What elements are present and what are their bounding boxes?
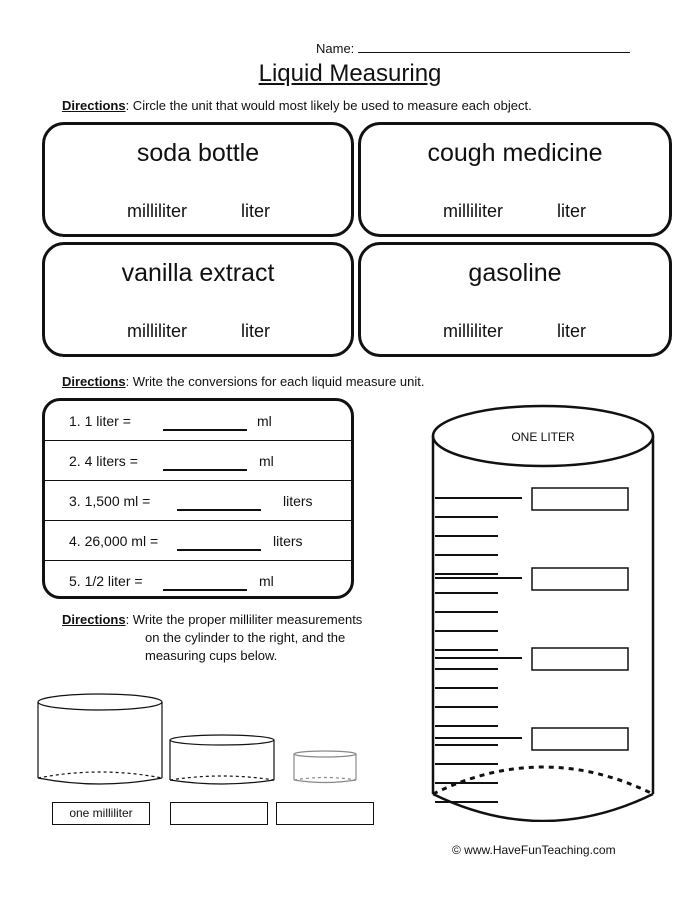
unit-option-milliliter[interactable]: milliliter bbox=[443, 321, 503, 341]
conversion-question: 5. 1/2 liter = bbox=[69, 573, 143, 589]
unit-option-liter[interactable]: liter bbox=[557, 321, 587, 341]
cylinder-ticks bbox=[435, 498, 522, 802]
conversion-question: 4. 26,000 ml = bbox=[69, 533, 159, 549]
unit-option-liter[interactable]: liter bbox=[241, 321, 271, 341]
graduated-cylinder bbox=[426, 402, 662, 822]
conversion-unit: liters bbox=[283, 493, 313, 509]
unit-option-milliliter[interactable]: milliliter bbox=[443, 201, 503, 221]
conversion-row bbox=[45, 521, 351, 561]
directions-text: : Write the conversions for each liquid measure unit. bbox=[125, 374, 425, 389]
directions-text: : Circle the unit that would most likely be used to measure each object. bbox=[125, 98, 532, 113]
conversion-question: 1. 1 liter = bbox=[69, 413, 131, 429]
directions-3 bbox=[62, 611, 362, 665]
directions-label: Directions bbox=[62, 98, 126, 113]
conversion-row bbox=[45, 481, 351, 521]
unit-option-liter[interactable]: liter bbox=[557, 201, 587, 221]
object-name: soda bottle bbox=[136, 139, 260, 167]
unit-option-milliliter[interactable]: milliliter bbox=[127, 321, 187, 341]
answer-blank[interactable] bbox=[163, 589, 247, 591]
answer-blank[interactable] bbox=[163, 429, 247, 431]
cylinder-answer-box[interactable] bbox=[532, 488, 628, 510]
conversion-question: 2. 4 liters = bbox=[69, 453, 138, 469]
name-field[interactable] bbox=[316, 40, 630, 56]
cup-label-box[interactable] bbox=[276, 802, 374, 825]
medium-cup-rim bbox=[170, 735, 274, 745]
directions-label: Directions bbox=[62, 612, 126, 627]
object-box-soda-bottle bbox=[42, 122, 354, 237]
cylinder-base-dashed bbox=[433, 767, 653, 794]
unit-option-milliliter[interactable]: milliliter bbox=[127, 201, 187, 221]
measuring-cups bbox=[36, 690, 366, 790]
cylinder-answer-box[interactable] bbox=[532, 648, 628, 670]
directions-label: Directions bbox=[62, 374, 126, 389]
conversion-row bbox=[45, 401, 351, 441]
directions-text-line3: measuring cups below. bbox=[145, 648, 278, 663]
object-name: cough medicine bbox=[427, 139, 603, 167]
directions-text-line2: on the cylinder to the right, and the bbox=[145, 630, 346, 645]
conversion-row bbox=[45, 561, 351, 601]
object-name: vanilla extract bbox=[121, 259, 275, 287]
cylinder-bottom-curve bbox=[433, 794, 653, 821]
object-name: gasoline bbox=[468, 259, 562, 287]
conversion-row bbox=[45, 441, 351, 481]
copyright-text: © www.HaveFunTeaching.com bbox=[452, 843, 616, 857]
cup-label-box[interactable] bbox=[170, 802, 268, 825]
directions-2 bbox=[62, 374, 424, 389]
conversion-unit: ml bbox=[259, 453, 274, 469]
answer-blank[interactable] bbox=[177, 509, 261, 511]
name-line[interactable] bbox=[358, 40, 630, 53]
cylinder-answer-box[interactable] bbox=[532, 728, 628, 750]
large-cup-rim bbox=[38, 694, 162, 710]
cup-label-box[interactable]: one milliliter bbox=[52, 802, 150, 825]
directions-text-line1: : Write the proper milliliter measurements bbox=[125, 612, 363, 627]
directions-1 bbox=[62, 98, 532, 113]
conversion-unit: ml bbox=[257, 413, 272, 429]
answer-blank[interactable] bbox=[163, 469, 247, 471]
object-box-vanilla-extract bbox=[42, 242, 354, 357]
name-label: Name: bbox=[316, 41, 355, 56]
object-box-gasoline bbox=[358, 242, 672, 357]
conversion-box bbox=[42, 398, 354, 599]
page-title: Liquid Measuring bbox=[258, 60, 442, 87]
cylinder-label: ONE LITER bbox=[511, 430, 575, 444]
cylinder-answer-box[interactable] bbox=[532, 568, 628, 590]
conversion-question: 3. 1,500 ml = bbox=[69, 493, 151, 509]
object-box-cough-medicine bbox=[358, 122, 672, 237]
answer-blank[interactable] bbox=[177, 549, 261, 551]
unit-option-liter[interactable]: liter bbox=[241, 201, 271, 221]
conversion-unit: ml bbox=[259, 573, 274, 589]
conversion-unit: liters bbox=[273, 533, 303, 549]
